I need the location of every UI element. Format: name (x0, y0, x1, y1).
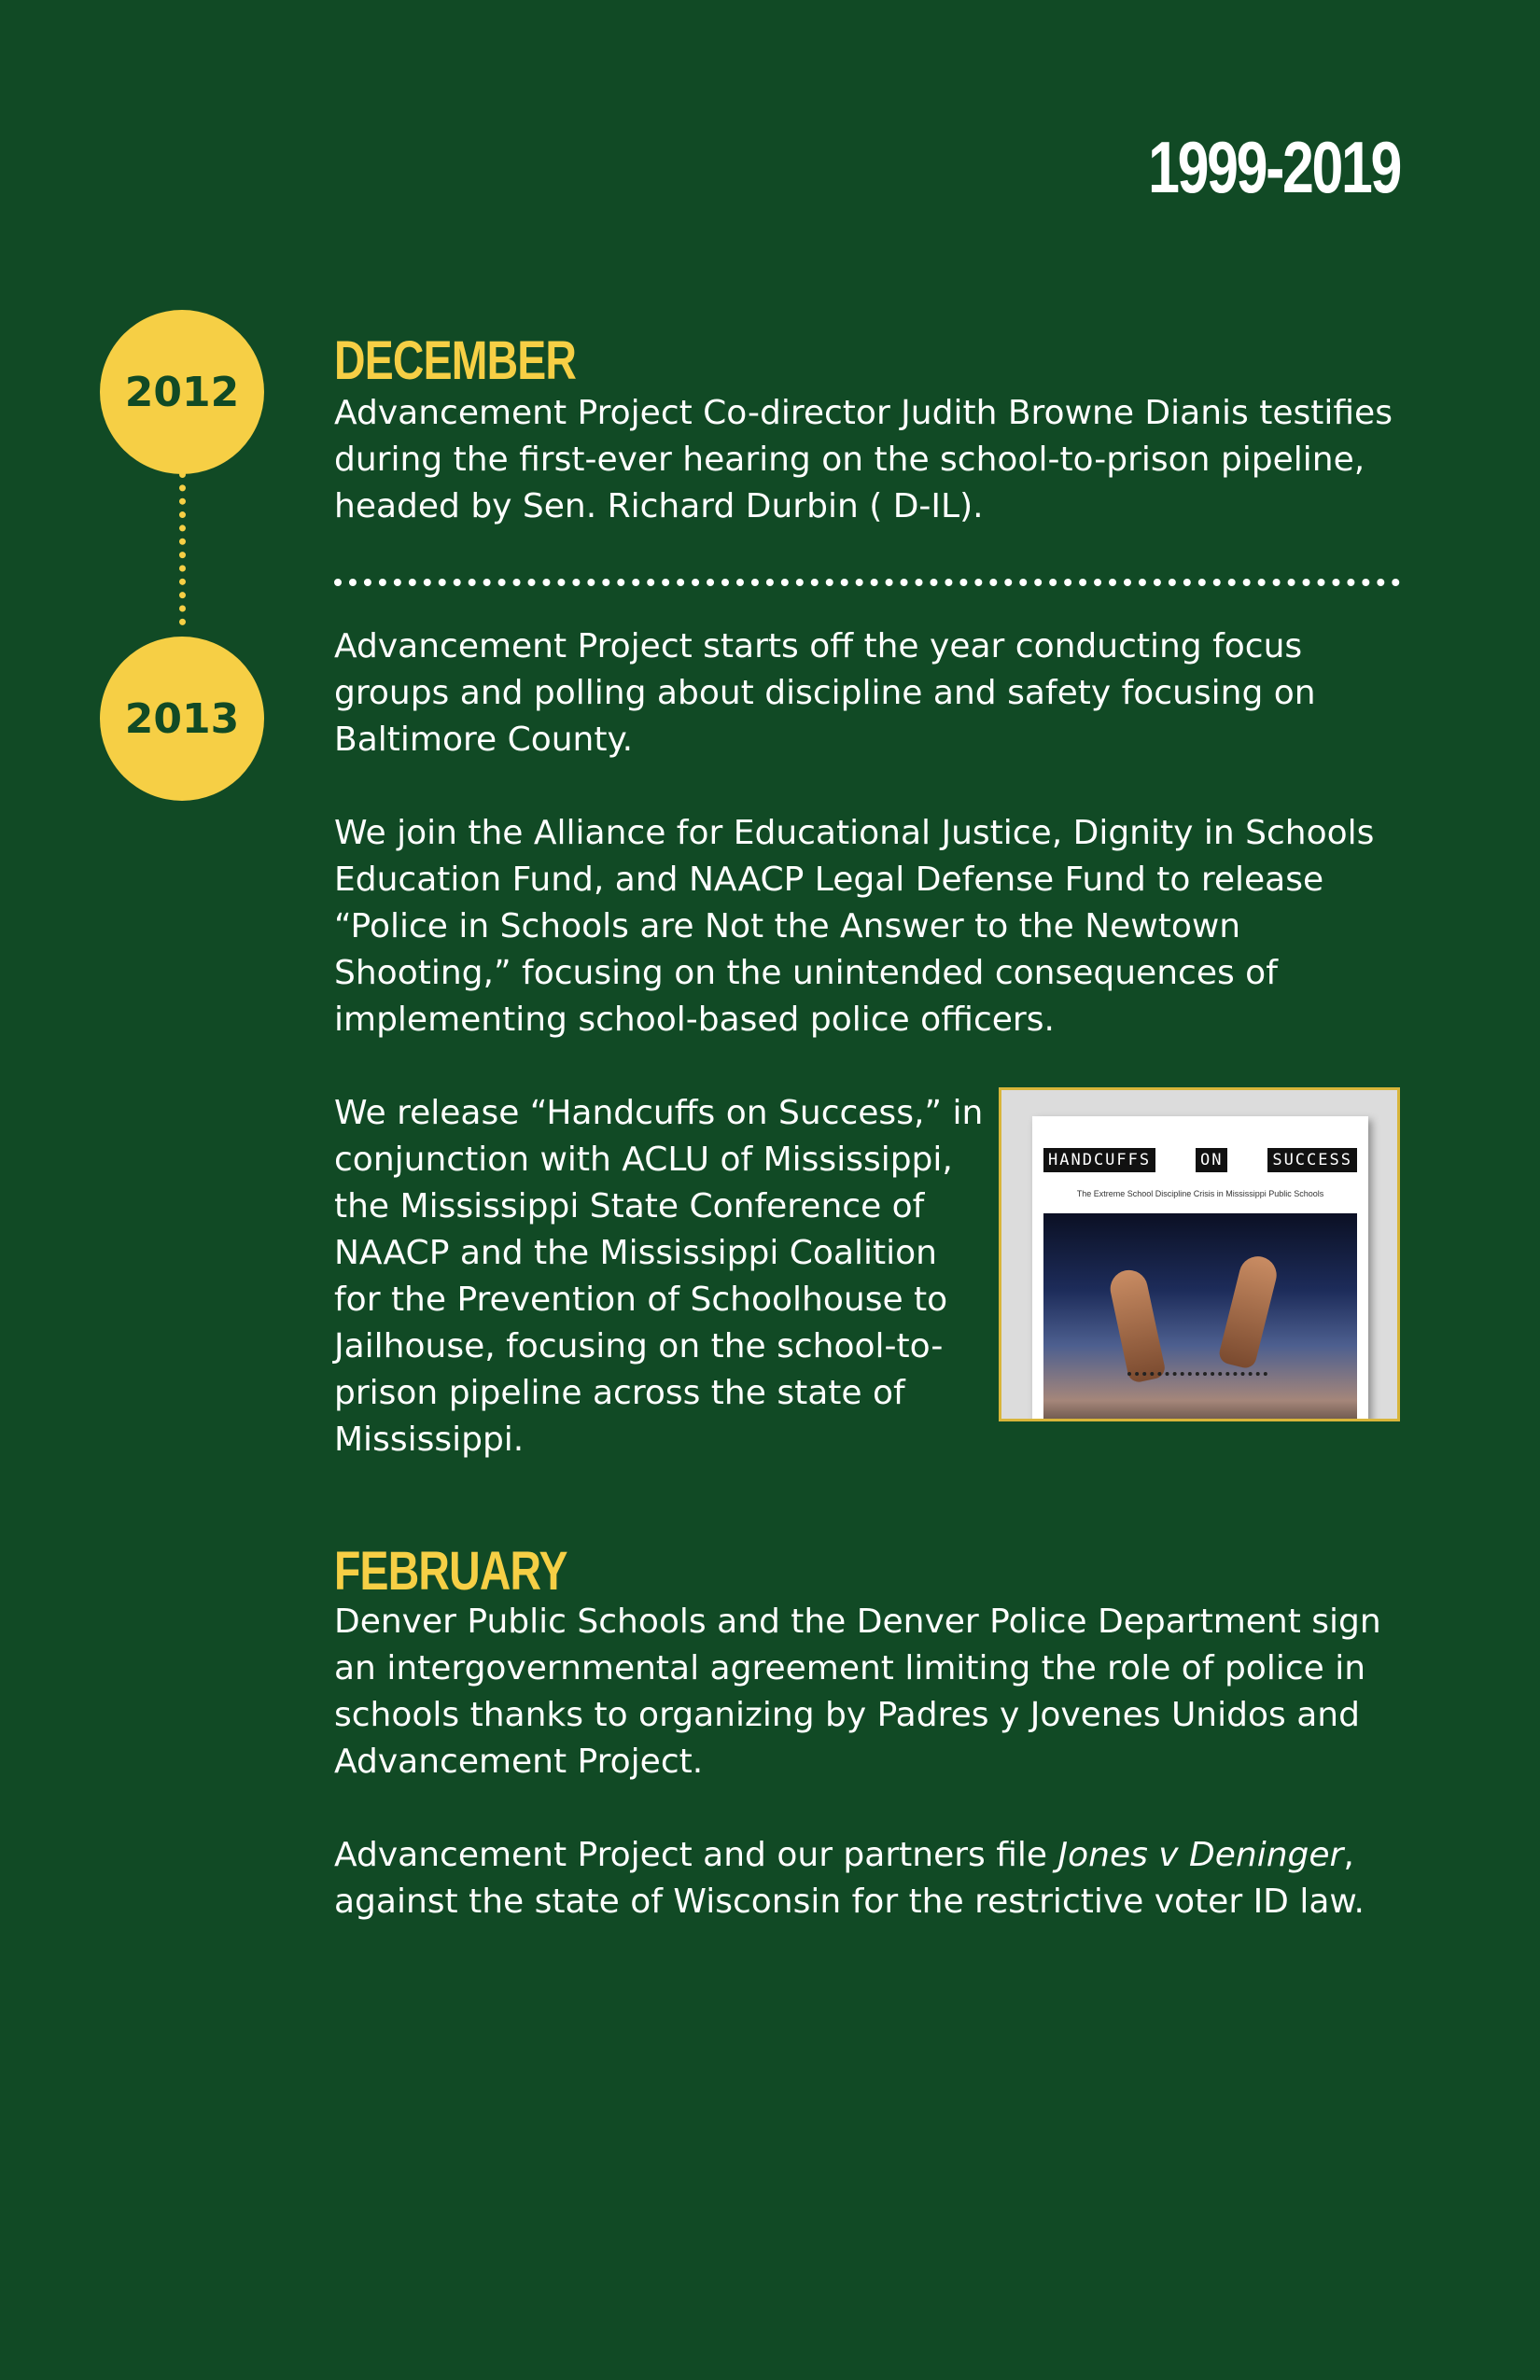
lawsuit-text-end: , against the state of Wisconsin for the restrictive voter ID law. (334, 1836, 1365, 1921)
hand-right-shape (1217, 1253, 1281, 1370)
case-name: Jones v Deninger (1057, 1836, 1344, 1874)
report-cover-title (1043, 1148, 1357, 1172)
entry-2013-police-in-schools: We join the Alliance for Educational Justice, Dignity in Schools Education Fund, and NAACP Legal Defense Fund to release “Police in Schools are Not the Answer to the Newtown Shooting,” focusing on the unintended consequences of implementing school-based police officers. (334, 814, 1375, 1039)
section-divider (334, 579, 1400, 586)
report-cover-page (1032, 1116, 1368, 1421)
report-cover-image (999, 1087, 1400, 1421)
page-title: 1999-2019 (1148, 126, 1400, 208)
month-heading-december: DECEMBER (334, 330, 577, 391)
hand-left-shape (1107, 1267, 1167, 1384)
handcuffed-hands-photo (1043, 1213, 1357, 1421)
timeline-connector (179, 471, 186, 625)
december-entry-text: Advancement Project Co-director Judith Browne Dianis testifies during the first-ever hearing on the school-to-prison pipeline, headed by Sen. Richard Durbin ( D-IL). (334, 394, 1393, 525)
february-entry-lawsuit (334, 1832, 1407, 1925)
entry-2013-handcuffs-on-success: We release “Handcuffs on Success,” in conjunction with ACLU of Mississippi, the Mississippi State Conference of NAACP and the Mississippi Coalition for the Prevention of Schoolhouse to Jailhouse, focusing on the school-to-prison pipeline across the state of Mississippi. (334, 1094, 984, 1459)
report-title-word: ON (1196, 1148, 1227, 1172)
entry-2013-focus-groups: Advancement Project starts off the year conducting focus groups and polling about discipline and safety focusing on Baltimore County. (334, 627, 1316, 759)
lawsuit-text-start: Advancement Project and our partners file (334, 1836, 1058, 1874)
february-entry-text: Denver Public Schools and the Denver Police Department sign an intergovernmental agreement limiting the role of police in schools thanks to organizing by Padres y Jovenes Unidos and Advancement Project. (334, 1603, 1381, 1781)
month-heading-february: FEBRUARY (334, 1541, 567, 1602)
report-title-word: SUCCESS (1267, 1148, 1357, 1172)
report-title-word: HANDCUFFS (1043, 1148, 1155, 1172)
handcuff-chain-shape (1127, 1372, 1267, 1385)
year-badge-2012: 2012 (100, 310, 264, 474)
year-badge-2013: 2013 (100, 637, 264, 801)
report-cover-subtitle: The Extreme School Discipline Crisis in Mississippi Public Schools (1076, 1189, 1324, 1198)
